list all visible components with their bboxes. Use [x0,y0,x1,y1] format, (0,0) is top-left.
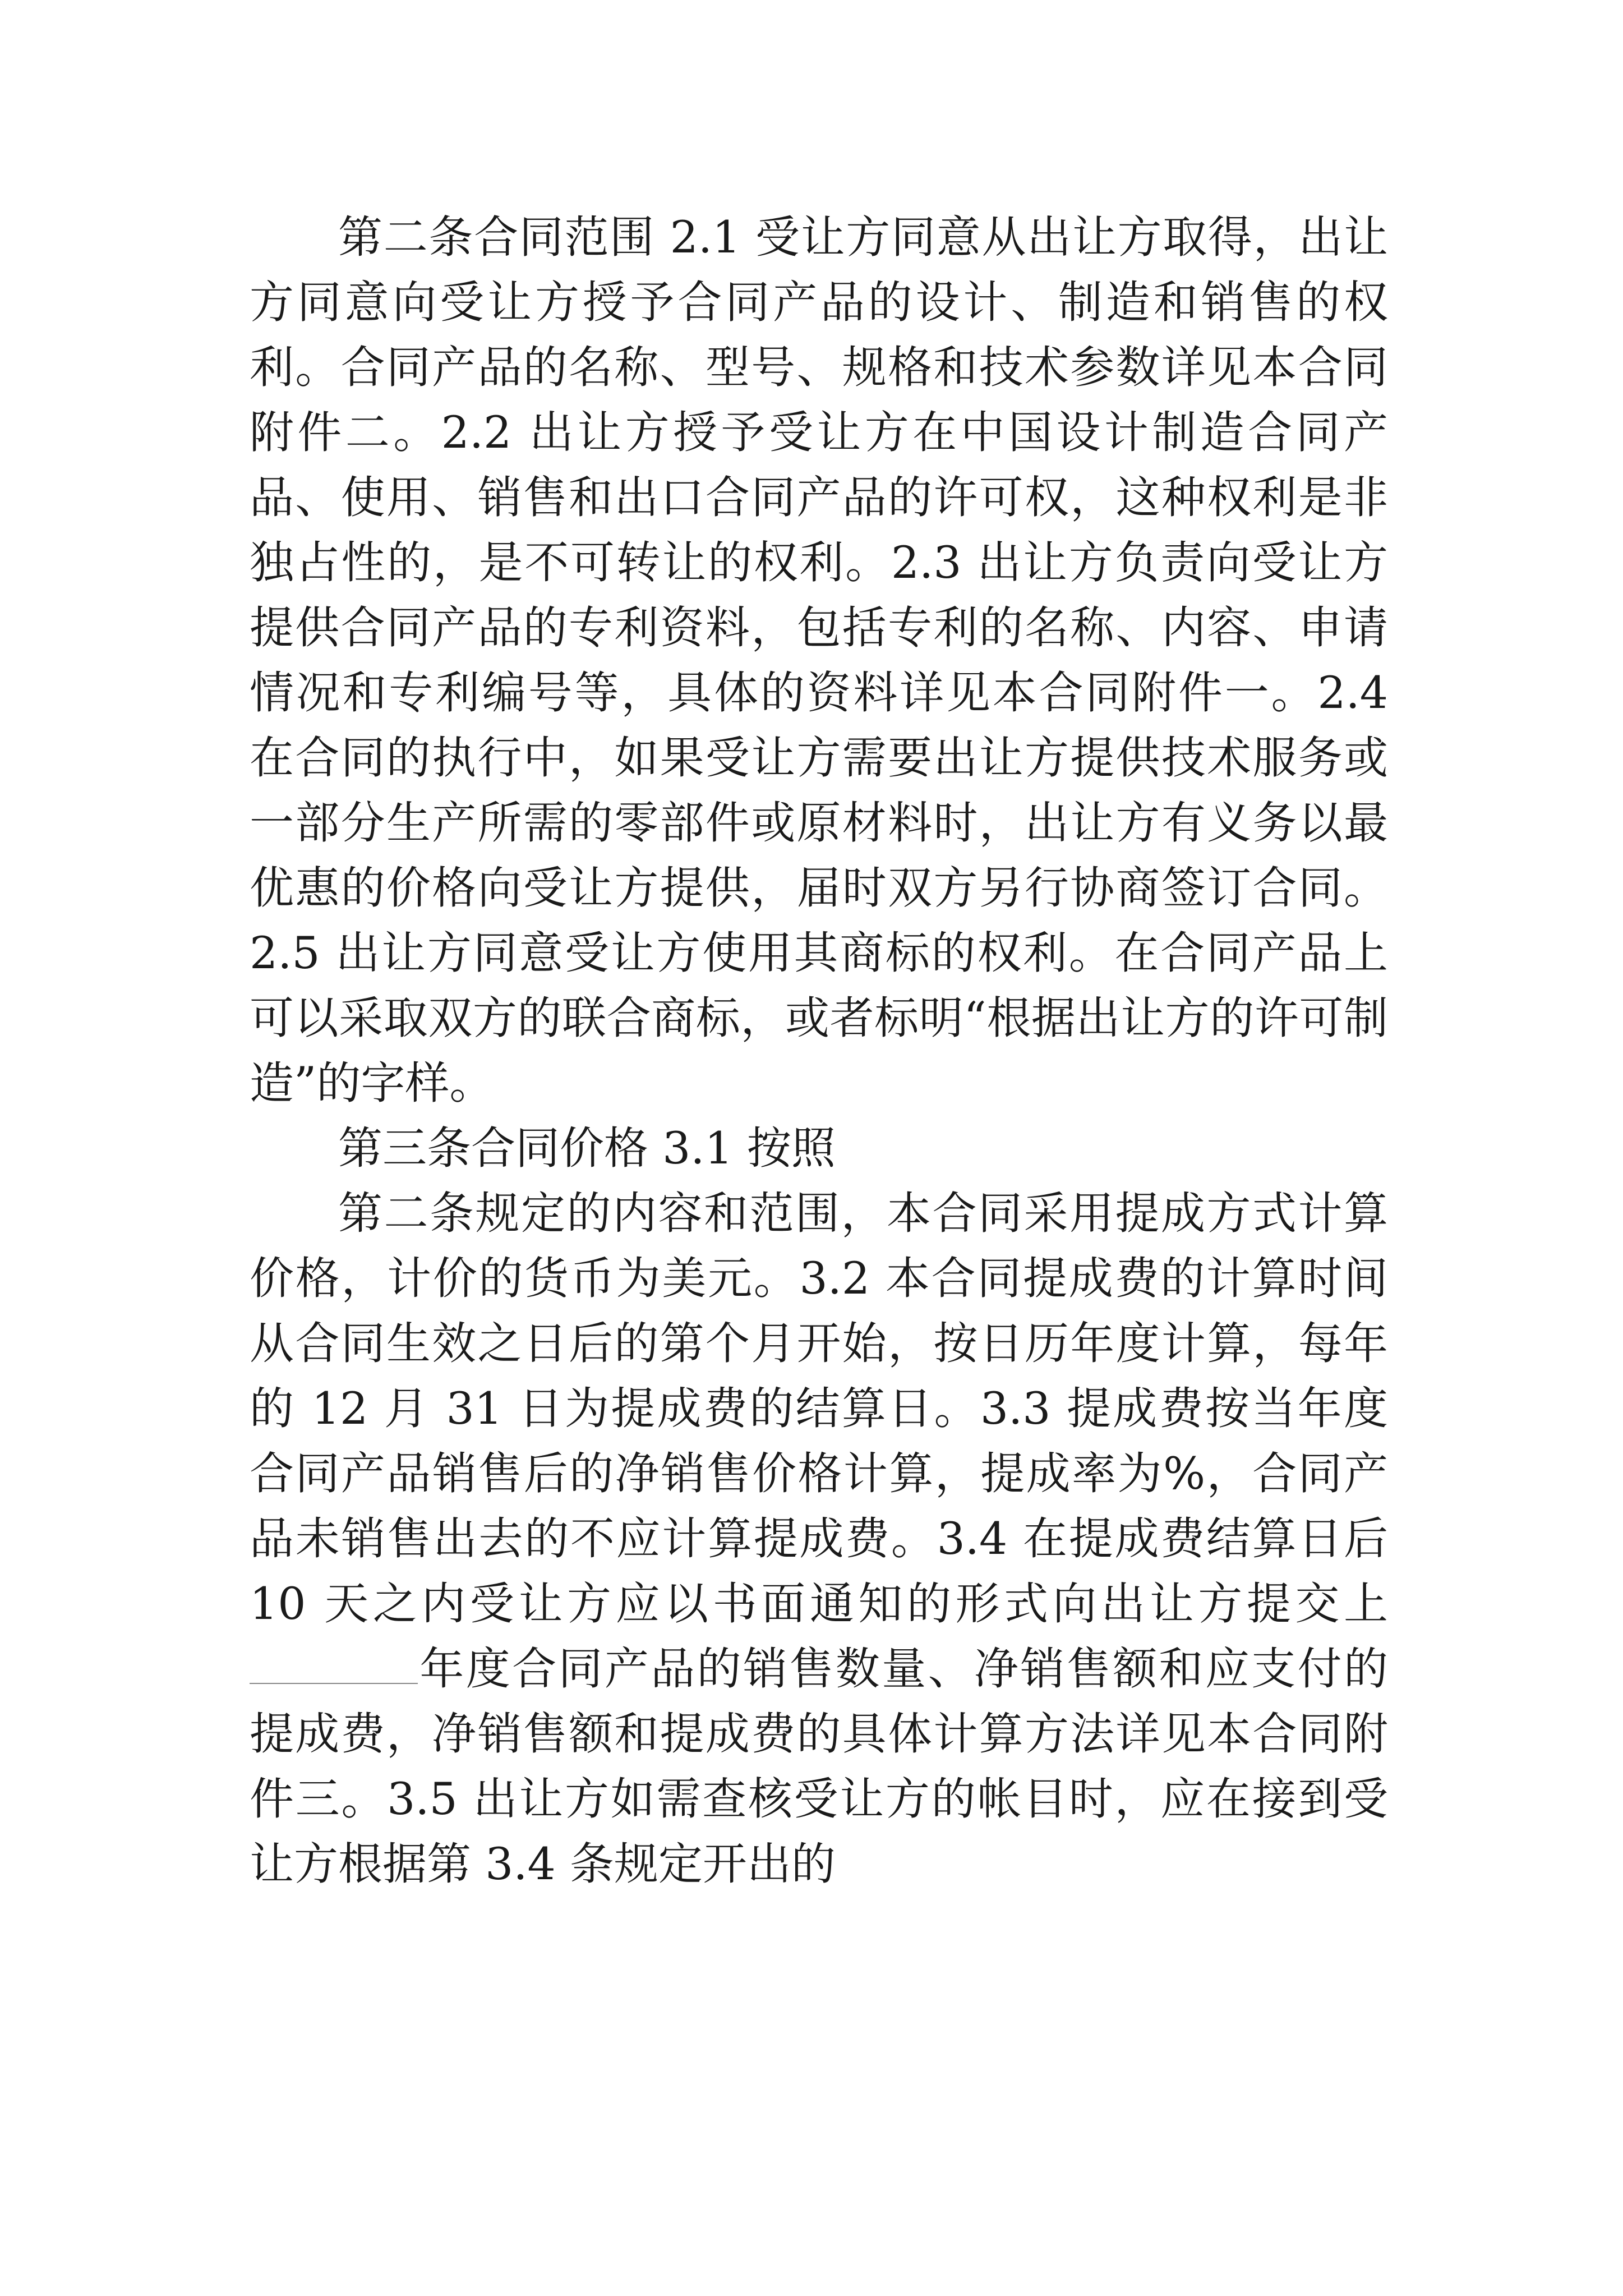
fill-in-blank [250,1644,418,1684]
article-3-body-part1: 第二条规定的内容和范围，本合同采用提成方式计算价格，计价的货币为美元。3.2 本合同提成费的计算时间从合同生效之日后的第个月开始，按日历年度计算，每年的 12 月 31 日为提成费的结算日。3.3 提成费按当年度合同产品销售后的净销售价格计算，提成率为%，合同产品未销售出去的不应计算提成费。3.4 在提成费结算日后 10 天之内受让方应以书面通知的形式向出让方提交上 [250,1188,1388,1630]
contract-text [250,205,1388,1897]
article-2-paragraph: 第二条合同范围 2.1 受让方同意从出让方取得，出让方同意向受让方授予合同产品的设计、制造和销售的权利。合同产品的名称、型号、规格和技术参数详见本合同附件二。2.2 出让方授予受让方在中国设计制造合同产品、使用、销售和出口合同产品的许可权，这种权利是非独占性的，是不可转让的权利。2.3 出让方负责向受让方提供合同产品的专利资料，包括专利的名称、内容、申请情况和专利编号等，具体的资料详见本合同附件一。2.4 在合同的执行中，如果受让方需要出让方提供技术服务或一部分生产所需的零部件或原材料时，出让方有义务以最优惠的价格向受让方提供，届时双方另行协商签订合同。2.5 出让方同意受让方使用其商标的权利。在合同产品上可以采取双方的联合商标，或者标明“根据出让方的许可制造”的字样。 [250,211,1388,1109]
article-3-body-part2: 年度合同产品的销售数量、净销售额和应支付的提成费，净销售额和提成费的具体计算方法详见本合同附件三。3.5 出让方如需查核受让方的帐目时，应在接到受让方根据第 3.4 条规定开出的 [250,1643,1388,1890]
article-3-heading-paragraph: 第三条合同价格 3.1 按照 [338,1122,836,1174]
article-3-body-paragraph [250,1181,1388,1897]
